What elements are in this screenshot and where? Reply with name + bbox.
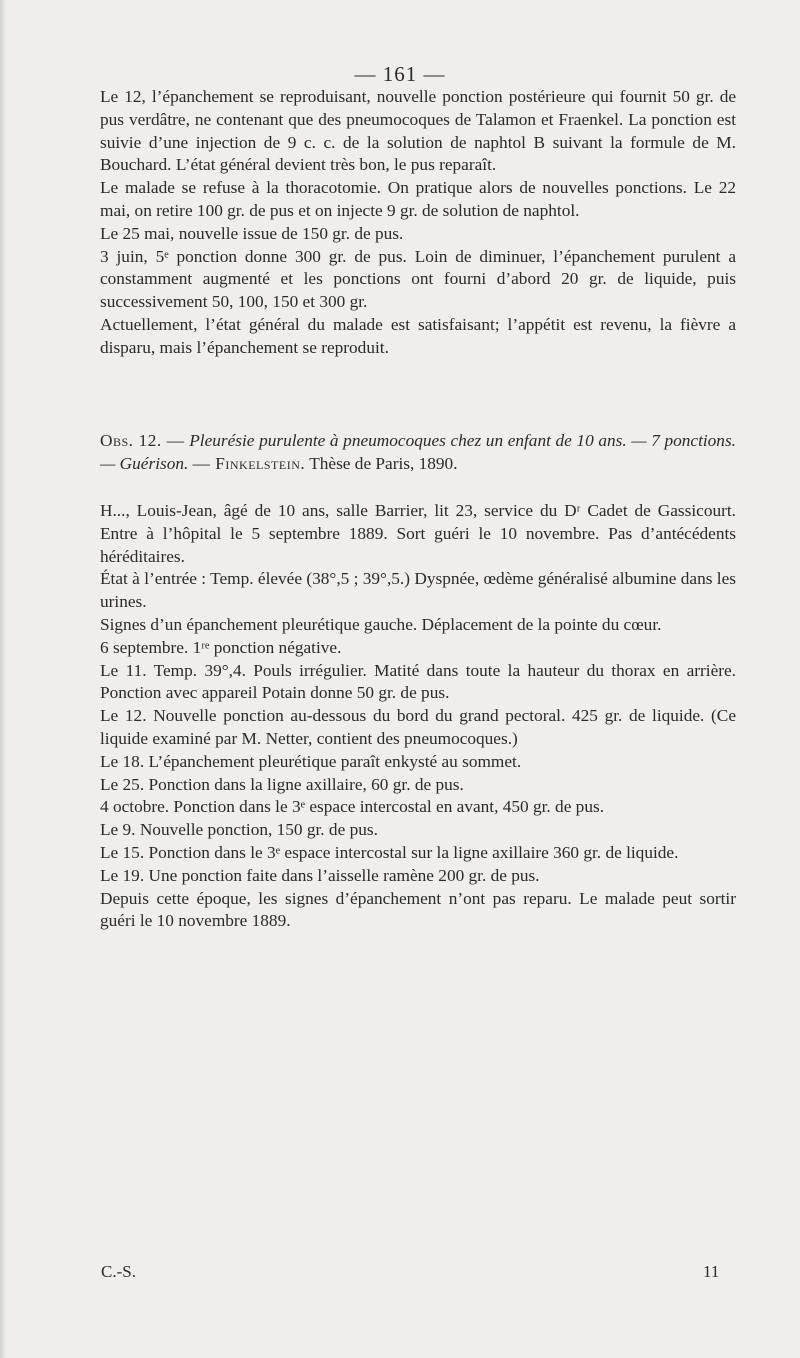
paragraph: Actuellement, l’état général du malade est satisfaisant; l’appétit est revenu, la fièvre a disparu, mais l’épanchement se reproduit.: [100, 314, 736, 357]
paragraph: Le 25. Ponction dans la ligne axillaire, 60 gr. de pus.: [100, 774, 464, 794]
paragraph: 6 septembre. 1ʳᵉ ponction négative.: [100, 637, 342, 657]
signature-mark: C.-S.: [101, 1262, 136, 1281]
paragraph: 3 juin, 5ᵉ ponction donne 300 gr. de pus. Loin de diminuer, l’épanchement purulent a constamment augmenté et les ponctions ont fourni d’abord 20 gr. de liquide, puis successivement 50, 100, 150 et 300 gr.: [100, 246, 736, 312]
case-continuation: [100, 86, 736, 360]
observation-body: [100, 500, 736, 933]
paragraph: Le malade se refuse à la thoracotomie. On pratique alors de nouvelles ponctions. Le 22 mai, on retire 100 gr. de pus et on injecte 9 gr. de solution de naphtol.: [100, 178, 736, 220]
paragraph: 4 octobre. Ponction dans le 3ᵉ espace intercostal en avant, 450 gr. de pus.: [100, 797, 605, 817]
page-edge-shadow: [0, 0, 6, 1358]
paragraph: H..., Louis-Jean, âgé de 10 ans, salle Barrier, lit 23, service du Dʳ Cadet de Gassicourt. Entre à l’hôpital le 5 septembre 1889. Sort guéri le 10 novembre. Pas d’antécédents héréditaires.: [100, 501, 736, 566]
paragraph: Le 12. Nouvelle ponction au-dessous du bord du grand pectoral. 425 gr. de liquide. (Ce liquide examiné par M. Netter, contient des pneumocoques.): [100, 706, 736, 748]
observation-source: Thèse de Paris, 1890.: [309, 453, 458, 473]
paragraph: État à l’entrée : Temp. élevée (38°,5 ; 39°,5.) Dyspnée, œdème généralisé albumine dans les urines.: [100, 569, 736, 612]
paragraph: Le 15. Ponction dans le 3ᵉ espace intercostal sur la ligne axillaire 360 gr. de liquide.: [100, 842, 679, 862]
paragraph: Le 12, l’épanchement se reproduisant, nouvelle ponction postérieure qui fournit 50 gr. de pus verdâtre, ne contenant que des pneumocoques de Talamon et Fraenkel. La ponction est suivie d’une injection de 9 c. c. de la solution de naphtol B suivant la formule de M. Bouchard. L’état général devient très bon, le pus reparaît.: [100, 87, 736, 175]
paragraph: Le 19. Une ponction faite dans l’aisselle ramène 200 gr. de pus.: [100, 865, 540, 885]
observation-title: Pleurésie purulente à pneumocoques chez un enfant de 10 ans. — 7 ponctions. — Guérison.: [100, 431, 736, 473]
observation-author: — Finkelstein.: [192, 453, 306, 473]
paragraph: Le 18. L’épanchement pleurétique paraît enkysté au sommet.: [100, 751, 522, 771]
observation-number: Obs. 12. —: [100, 431, 185, 450]
sheet-number: 11: [703, 1262, 720, 1281]
observation-heading: [100, 430, 736, 476]
paragraph: Le 25 mai, nouvelle issue de 150 gr. de pus.: [100, 223, 404, 243]
paragraph: Le 11. Temp. 39°,4. Pouls irrégulier. Matité dans toute la hauteur du thorax en arrière. Ponction avec appareil Potain donne 50 gr. de pus.: [100, 660, 736, 703]
paragraph: Signes d’un épanchement pleurétique gauche. Déplacement de la pointe du cœur.: [100, 614, 662, 634]
paragraph: Depuis cette époque, les signes d’épanchement n’ont pas reparu. Le malade peut sortir guéri le 10 novembre 1889.: [100, 888, 736, 931]
paragraph: Le 9. Nouvelle ponction, 150 gr. de pus.: [100, 820, 378, 840]
page-number-header: — 161 —: [354, 62, 446, 86]
